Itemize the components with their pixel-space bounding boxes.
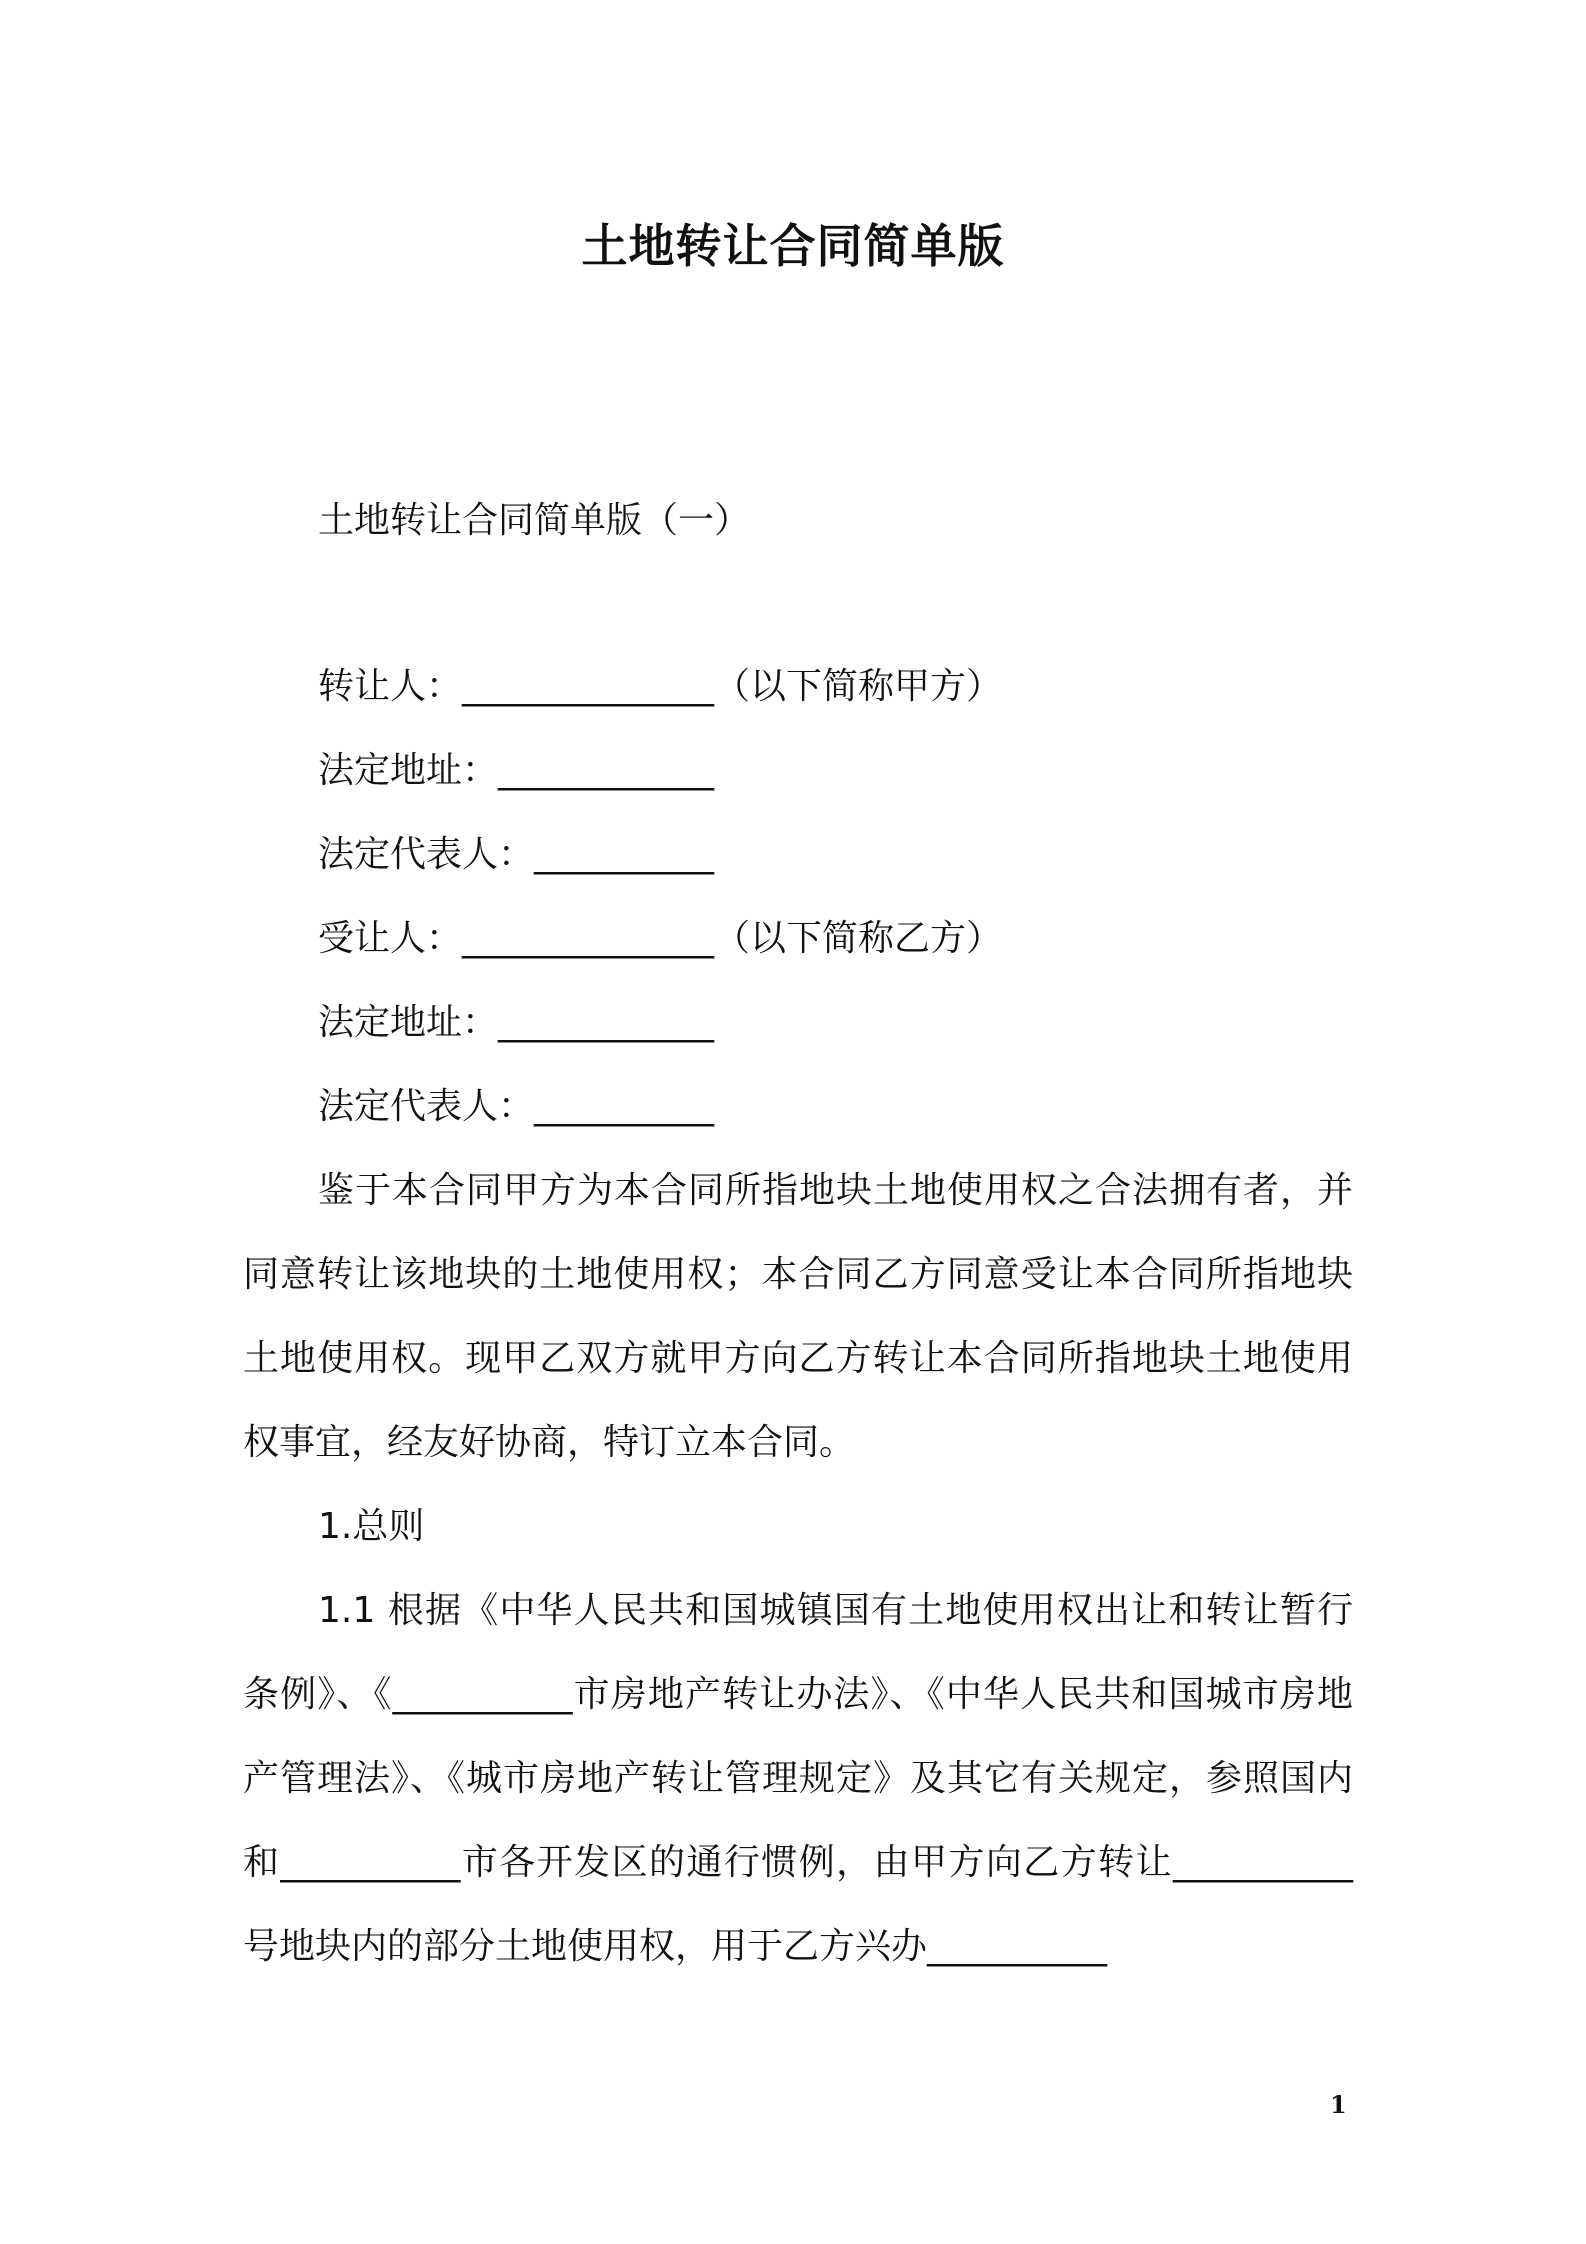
document-subtitle: 土地转让合同简单版（一） [318, 500, 751, 541]
clause-line: 1.1 根据《中华人民共和国城镇国有土地使用权出让和转让暂行 [318, 1590, 1353, 1631]
clause-line: 产管理法》、《城市房地产转让管理规定》及其它有关规定，参照国内 [243, 1758, 1353, 1799]
preamble-line: 同意转让该地块的土地使用权；本合同乙方同意受让本合同所指地块 [243, 1254, 1353, 1295]
transferee-representative-line: 法定代表人：__________ [318, 1086, 715, 1127]
preamble-line: 权事宜，经友好协商，特订立本合同。 [243, 1422, 856, 1463]
clause-line: 和__________市各开发区的通行惯例，由甲方向乙方转让__________ [243, 1842, 1353, 1883]
transferor-address-line: 法定地址：____________ [318, 750, 715, 791]
clause-line: 号地块内的部分土地使用权，用于乙方兴办__________ [243, 1926, 1108, 1967]
page-title: 土地转让合同简单版 [581, 219, 1005, 273]
transferor-representative-line: 法定代表人：__________ [318, 834, 715, 875]
preamble-line: 土地使用权。现甲乙双方就甲方向乙方转让本合同所指地块土地使用 [243, 1338, 1353, 1379]
page-number: 1 [1330, 2090, 1347, 2119]
clause-line: 条例》、《__________市房地产转让办法》、《中华人民共和国城市房地 [243, 1674, 1353, 1715]
preamble-line: 鉴于本合同甲方为本合同所指地块土地使用权之合法拥有者，并 [318, 1170, 1353, 1211]
transferee-line: 受让人：______________（以下简称乙方） [318, 918, 1003, 959]
section-heading: 1.总则 [318, 1506, 425, 1547]
transferee-address-line: 法定地址：____________ [318, 1002, 715, 1043]
transferor-line: 转让人：______________（以下简称甲方） [318, 666, 1003, 707]
